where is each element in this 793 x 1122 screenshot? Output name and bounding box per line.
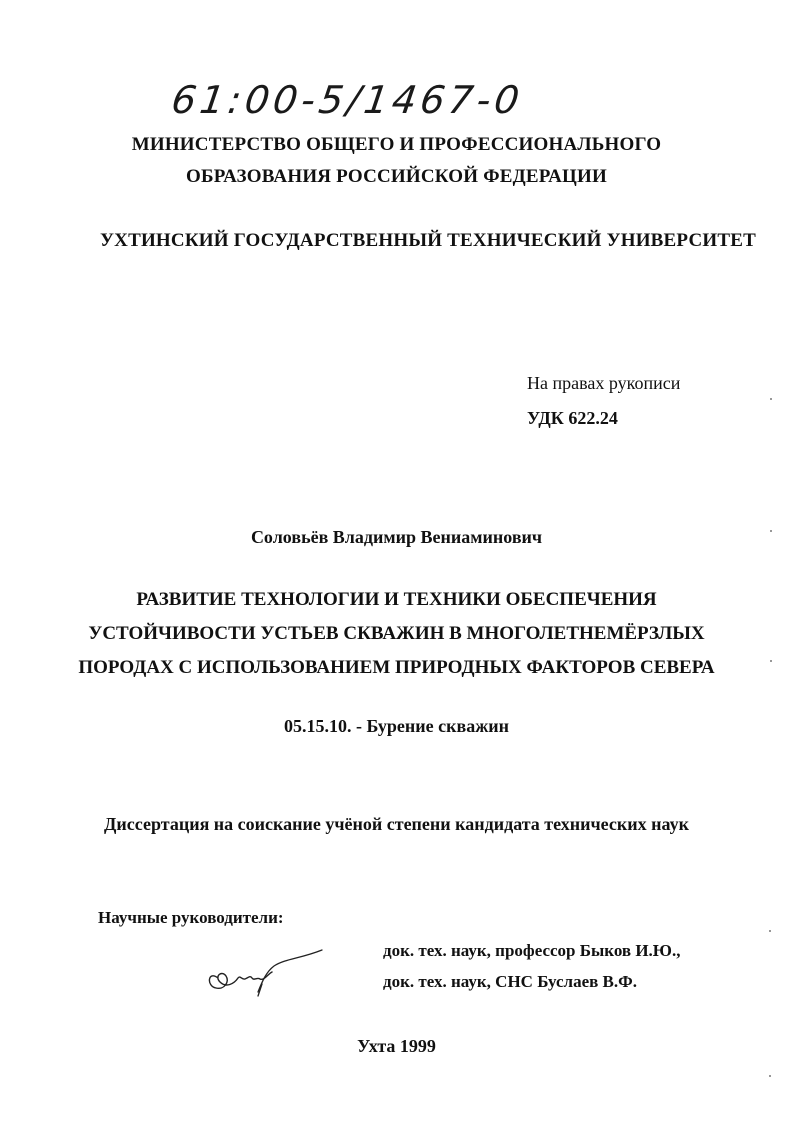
supervisor-first: док. тех. наук, профессор Быков И.Ю., — [383, 941, 681, 960]
university-name: УХТИНСКИЙ ГОСУДАРСТВЕННЫЙ ТЕХНИЧЕСКИЙ УНИВЕРСИТЕТ — [100, 230, 756, 251]
archive-code-handwritten: 61:00-5/1467-0 — [168, 78, 526, 122]
dissertation-title-line-2: УСТОЙЧИВОСТИ УСТЬЕВ СКВАЖИН В МНОГОЛЕТНЕМЁРЗЛЫХ — [88, 623, 705, 644]
scan-speck — [770, 530, 772, 532]
supervisors-heading: Научные руководители: — [98, 908, 284, 927]
manuscript-rights-label: На правах рукописи — [527, 373, 681, 393]
dissertation-title-line-1: РАЗВИТИЕ ТЕХНОЛОГИИ И ТЕХНИКИ ОБЕСПЕЧЕНИЯ — [136, 589, 657, 610]
author-name: Соловьёв Владимир Вениаминович — [250, 527, 543, 547]
signature-image — [200, 948, 330, 1004]
degree-statement: Диссертация на соискание учёной степени кандидата технических наук — [104, 814, 689, 834]
place-and-year: Ухта 1999 — [357, 1036, 436, 1056]
supervisor-second: док. тех. наук, СНС Буслаев В.Ф. — [383, 972, 637, 991]
scan-speck — [769, 1075, 771, 1077]
ministry-line-1: МИНИСТЕРСТВО ОБЩЕГО И ПРОФЕССИОНАЛЬНОГО — [131, 134, 662, 155]
scan-speck — [769, 930, 771, 932]
udk-code: УДК 622.24 — [527, 408, 618, 428]
scan-speck — [770, 398, 772, 400]
dissertation-title-line-3: ПОРОДАХ С ИСПОЛЬЗОВАНИЕМ ПРИРОДНЫХ ФАКТОРОВ СЕВЕРА — [78, 657, 715, 678]
specialty-code: 05.15.10. - Бурение скважин — [283, 716, 510, 736]
ministry-line-2: ОБРАЗОВАНИЯ РОССИЙСКОЙ ФЕДЕРАЦИИ — [185, 166, 607, 187]
scan-speck — [770, 660, 772, 662]
